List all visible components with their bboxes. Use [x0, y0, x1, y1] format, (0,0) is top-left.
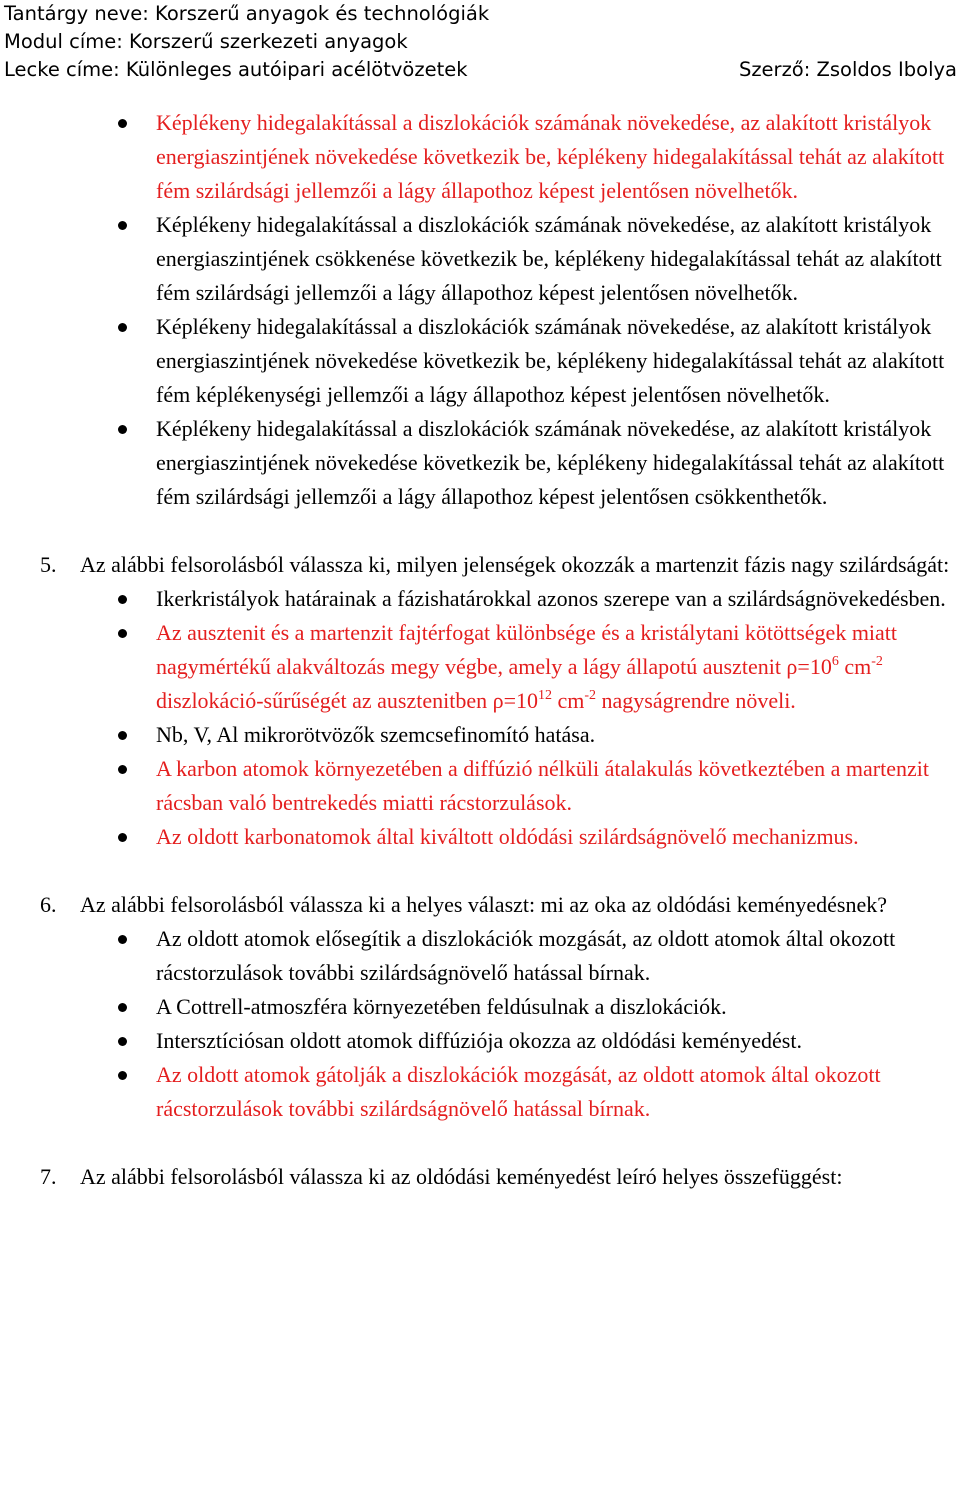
option-text: Az oldott atomok gátolják a diszlokációk mozgását, az oldott atomok által okozott rácstorzulások további szilárdságnövelő hatással bírnak. [156, 1062, 881, 1121]
option-text: Képlékeny hidegalakítással a diszlokációk számának növekedése, az alakított kristályok energiaszintjének csökkenése következik be, képlékeny hidegalakítással tehát az alakított fém szilárdsági jellemzői a lágy állapothoz képest jelentősen növelhetők. [156, 212, 942, 305]
question-text: Az alábbi felsorolásból válassza ki a helyes választ: mi az oka az oldódási keményedésnek? [80, 892, 887, 917]
bullet-icon [118, 119, 127, 128]
answer-option [0, 412, 960, 514]
lesson-line: Lecke címe: Különleges autóipari acélötvözetek [4, 58, 468, 81]
answer-option-correct [0, 1058, 960, 1126]
author-line: Szerző: Zsoldos Ibolya [738, 58, 957, 81]
bullet-icon [118, 1037, 127, 1046]
bullet-icon [118, 833, 127, 842]
bullet-icon [118, 323, 127, 332]
document-body [0, 106, 960, 1194]
bullet-icon [118, 425, 127, 434]
question-text: Az alábbi felsorolásból válassza ki, milyen jelenségek okozzák a martenzit fázis nagy szilárdságát: [80, 552, 950, 577]
bullet-icon [118, 629, 127, 638]
answer-option-correct [0, 752, 960, 820]
answer-option [0, 1024, 960, 1058]
bullet-icon [118, 595, 127, 604]
question-5 [0, 548, 960, 582]
answer-option [0, 990, 960, 1024]
answer-option-correct [0, 820, 960, 854]
bullet-icon [118, 1003, 127, 1012]
question-6 [0, 888, 960, 922]
option-text: Az oldott karbonatomok által kiváltott oldódási szilárdságnövelő mechanizmus. [156, 824, 859, 849]
question-number: 6. [40, 892, 57, 917]
answer-option-correct [0, 106, 960, 208]
question-number: 5. [40, 552, 57, 577]
option-text: Az ausztenit és a martenzit fajtérfogat különbsége és a kristálytani kötöttségek miatt nagymértékű alakváltozás megy végbe, amely a lágy állapotú ausztenit $\rho=10^6$ $cm^{-2}$ diszlokáció-sűrűségét az ausztenitben $\rho=10^{12}$ $cm^{-2}$ nagyságrendre növeli. [156, 620, 898, 713]
answer-option-correct [0, 616, 960, 718]
module-line: Modul címe: Korszerű szerkezeti anyagok [4, 30, 408, 53]
option-text: Képlékeny hidegalakítással a diszlokációk számának növekedése, az alakított kristályok energiaszintjének növekedése következik be, képlékeny hidegalakítással tehát az alakított fém szilárdsági jellemzői a lágy állapothoz képest jelentősen csökkenthetők. [156, 416, 945, 509]
option-text: Ikerkristályok határainak a fázishatárokkal azonos szerepe van a szilárdságnövekedésben. [156, 586, 946, 611]
bullet-icon [118, 1071, 127, 1080]
option-text: Képlékeny hidegalakítással a diszlokációk számának növekedése, az alakított kristályok energiaszintjének növekedése következik be, képlékeny hidegalakítással tehát az alakított fém képlékenységi jellemzői a lágy állapothoz képest jelentősen növelhetők. [156, 314, 945, 407]
bullet-icon [118, 935, 127, 944]
bullet-icon [118, 221, 127, 230]
subject-line: Tantárgy neve: Korszerű anyagok és technológiák [4, 2, 490, 25]
question-text: Az alábbi felsorolásból válassza ki az oldódási keményedést leíró helyes összefüggést: [80, 1164, 843, 1189]
question-7 [0, 1160, 960, 1194]
answer-option [0, 718, 960, 752]
answer-option [0, 310, 960, 412]
option-text: A Cottrell-atmoszféra környezetében feldúsulnak a diszlokációk. [156, 994, 727, 1019]
option-text: A karbon atomok környezetében a diffúzió nélküli átalakulás következtében a martenzit rácsban való bentrekedés miatti rácstorzulások. [156, 756, 929, 815]
option-text: Nb, V, Al mikrorötvözők szemcsefinomító hatása. [156, 722, 596, 747]
option-text: Az oldott atomok elősegítik a diszlokációk mozgását, az oldott atomok által okozott rácstorzulások további szilárdságnövelő hatással bírnak. [156, 926, 896, 985]
option-text: Intersztíciósan oldott atomok diffúziója okozza az oldódási keményedést. [156, 1028, 802, 1053]
option-text: Képlékeny hidegalakítással a diszlokációk számának növekedése, az alakított kristályok energiaszintjének növekedése következik be, képlékeny hidegalakítással tehát az alakított fém szilárdsági jellemzői a lágy állapothoz képest jelentősen növelhetők. [156, 110, 945, 203]
bullet-icon [118, 765, 127, 774]
bullet-icon [118, 731, 127, 740]
answer-option [0, 582, 960, 616]
question-number: 7. [40, 1164, 57, 1189]
answer-option [0, 208, 960, 310]
answer-option [0, 922, 960, 990]
